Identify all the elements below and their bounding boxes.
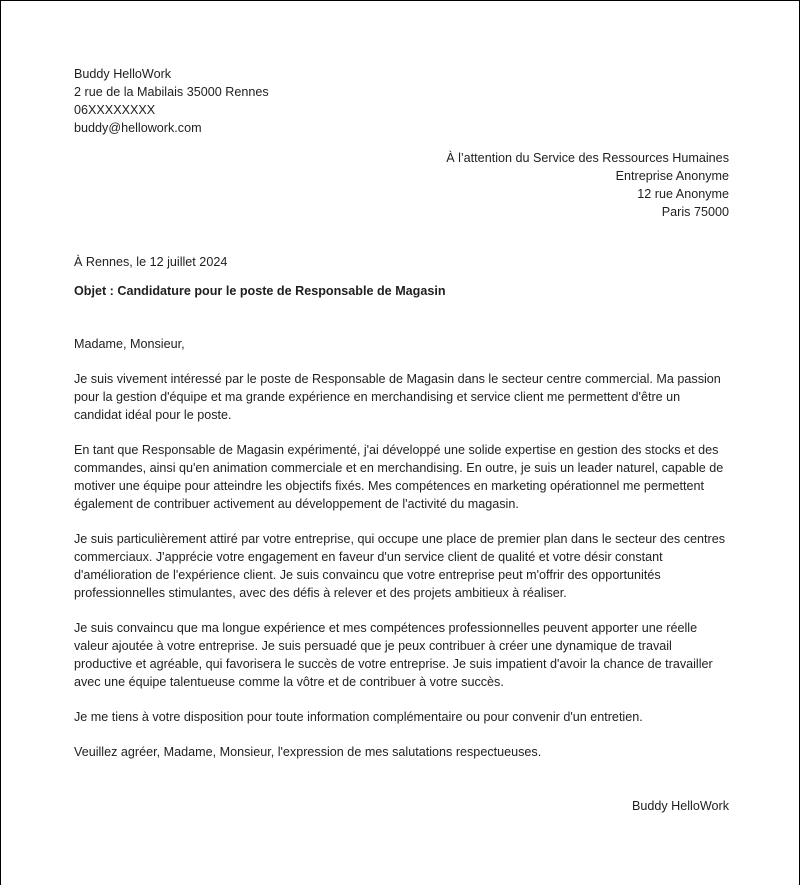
recipient-attention: À l’attention du Service des Ressources Humaines bbox=[446, 151, 729, 165]
body-paragraph: Je suis convaincu que ma longue expérience et mes compétences professionnelles peuvent apporter une réelle valeur ajoutée à votre entreprise. Je suis persuadé que je peux contribuer à créer une dynamique de travail productive et agréable, qui favorisera le succès de votre entreprise. Je suis impatient d'avoir la chance de travailler avec une équipe talentueuse comme la vôtre et de contribuer à votre succès. bbox=[74, 621, 713, 689]
signature: Buddy HelloWork bbox=[631, 799, 729, 813]
recipient-block bbox=[74, 149, 729, 221]
sender-name: Buddy HelloWork bbox=[74, 67, 172, 81]
date-line: À Rennes, le 12 juillet 2024 bbox=[74, 255, 228, 269]
sender-block bbox=[74, 65, 729, 137]
body-paragraph: En tant que Responsable de Magasin expérimenté, j'ai développé une solide expertise en gestion des stocks et des commandes, ainsi qu'en animation commerciale et en merchandising. En outre, je suis un leader naturel, capable de motiver une équipe pour atteindre les objectifs fixés. Mes compétences en marketing opérationnel me permettent également de contribuer activement au développement de l'activité du magasin. bbox=[74, 443, 724, 511]
body-paragraph: Je suis vivement intéressé par le poste de Responsable de Magasin dans le secteur centre commercial. Ma passion pour la gestion d'équipe et ma grande expérience en merchandising et service client me permettent d'être un candidat idéal pour le poste. bbox=[74, 372, 721, 422]
sender-address: 2 rue de la Mabilais 35000 Rennes bbox=[74, 85, 269, 99]
recipient-city: Paris 75000 bbox=[661, 205, 729, 219]
sender-phone: 06XXXXXXXX bbox=[74, 103, 156, 117]
recipient-street: 12 rue Anonyme bbox=[637, 187, 729, 201]
letter-content bbox=[74, 65, 729, 815]
body-paragraph: Je suis particulièrement attiré par votre entreprise, qui occupe une place de premier plan dans le secteur des centres commerciaux. J'apprécie votre engagement en faveur d'un service client de qualité et votre désir constant d'amélioration de l'expérience client. Je suis convaincu que votre entreprise peut m'offrir des opportunités professionnelles stimulantes, avec des défis à relever et des projets ambitieux à réaliser. bbox=[74, 532, 726, 600]
availability-paragraph: Je me tiens à votre disposition pour toute information complémentaire ou pour convenir d'un entretien. bbox=[74, 710, 643, 724]
subject-line: Objet : Candidature pour le poste de Responsable de Magasin bbox=[74, 284, 446, 298]
salutation: Madame, Monsieur, bbox=[74, 337, 185, 351]
closing-formula: Veuillez agréer, Madame, Monsieur, l'expression de mes salutations respectueuses. bbox=[74, 745, 542, 759]
sender-email: buddy@hellowork.com bbox=[74, 121, 202, 135]
recipient-company: Entreprise Anonyme bbox=[615, 169, 729, 183]
